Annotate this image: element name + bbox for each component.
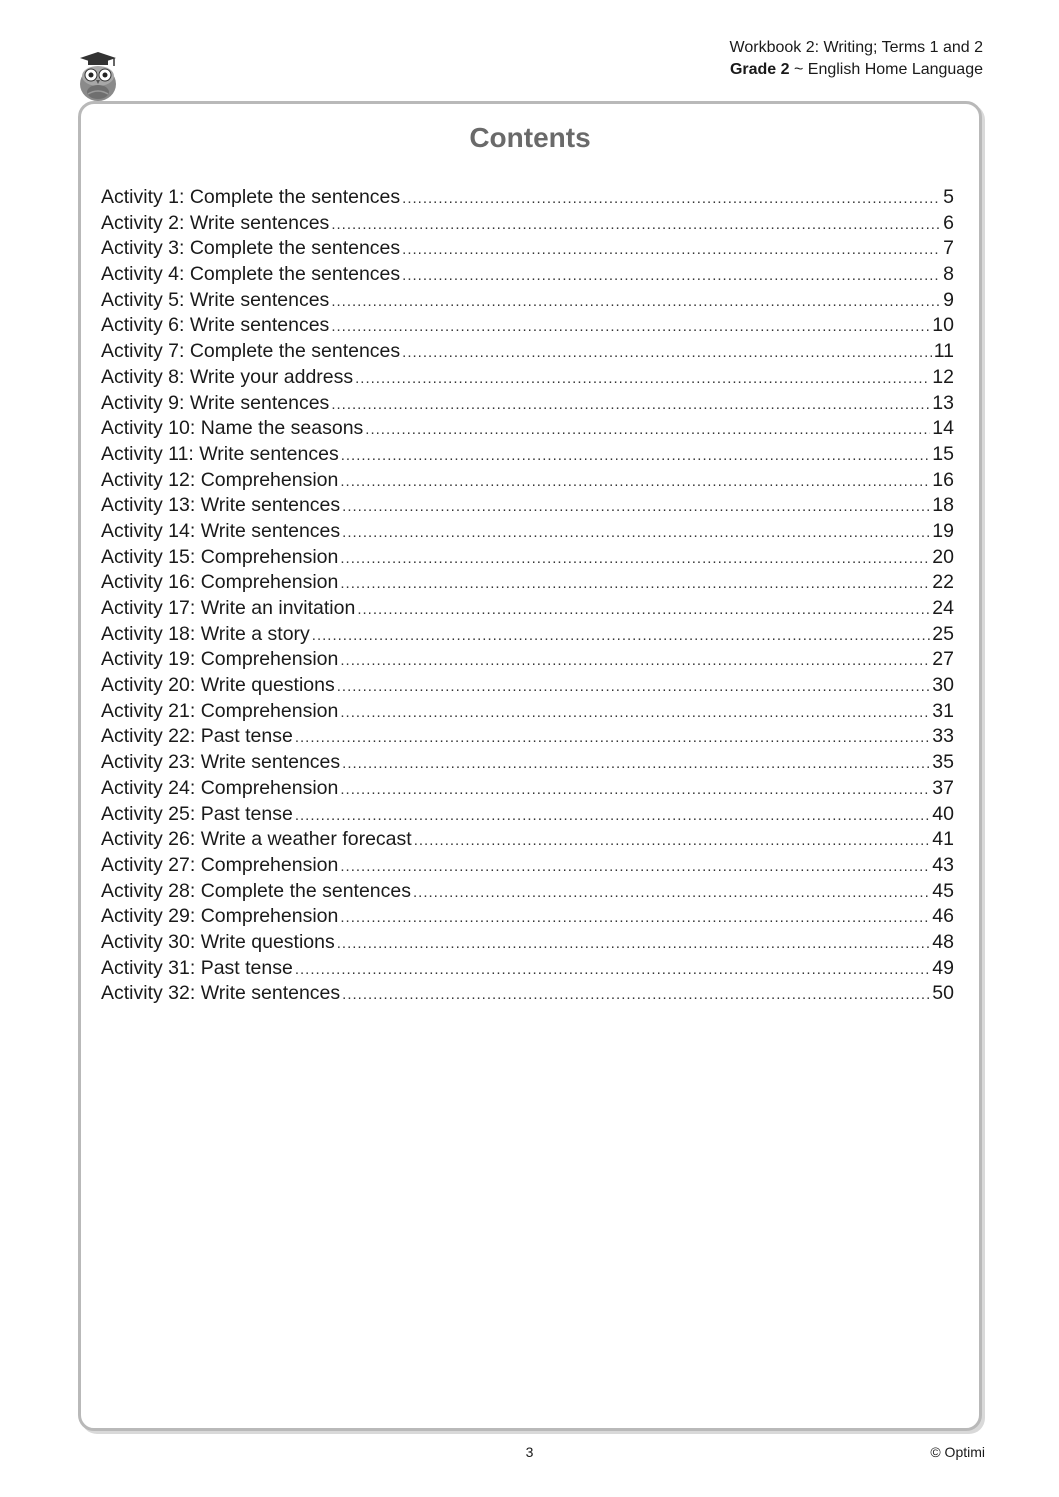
- toc-entry-page: 43: [932, 853, 954, 876]
- toc-leader-dots: [402, 190, 941, 207]
- toc-entry-label: Activity 2: Write sentences: [101, 211, 330, 234]
- toc-entry-page: 24: [932, 597, 954, 619]
- toc-leader-dots: [342, 498, 930, 515]
- toc-leader-dots: [414, 832, 931, 849]
- toc-entry-page: 35: [932, 751, 954, 774]
- toc-entry: [101, 289, 954, 315]
- toc-leader-dots: [357, 601, 930, 618]
- toc-leader-dots: [331, 318, 930, 335]
- toc-entry: [101, 263, 954, 289]
- toc-entry-label: Activity 30: Write questions: [101, 930, 335, 953]
- workbook-title: Workbook 2: Writing; Terms 1 and 2: [729, 39, 983, 56]
- toc-entry: [101, 905, 954, 931]
- toc-entry: [101, 571, 954, 597]
- toc-entry: [101, 623, 954, 649]
- toc-entry: [101, 186, 954, 212]
- toc-entry-label: Activity 15: Comprehension: [101, 545, 339, 568]
- toc-entry-page: 11: [933, 340, 954, 363]
- toc-leader-dots: [342, 986, 930, 1003]
- toc-entry-page: 19: [932, 519, 954, 542]
- toc-entry-label: Activity 13: Write sentences: [101, 494, 341, 517]
- owl-graduate-icon: [74, 50, 122, 102]
- grade-label: Grade 2: [729, 61, 790, 78]
- toc-entry: [101, 854, 954, 880]
- toc-entry-label: Activity 32: Write sentences: [101, 982, 341, 1005]
- toc-entry-page: 18: [932, 494, 954, 517]
- toc-entry-label: Activity 26: Write a weather forecast: [101, 828, 412, 851]
- toc-entry-page: 40: [932, 802, 954, 825]
- toc-entry-page: 30: [932, 674, 954, 697]
- toc-entry-label: Activity 27: Comprehension: [101, 853, 339, 876]
- toc-entry-label: Activity 29: Comprehension: [101, 905, 339, 928]
- toc-leader-dots: [337, 935, 931, 952]
- toc-entry: [101, 777, 954, 803]
- toc-entry: [101, 751, 954, 777]
- toc-leader-dots: [340, 781, 930, 798]
- toc-entry-label: Activity 4: Complete the sentences: [101, 263, 401, 286]
- toc-leader-dots: [355, 370, 930, 387]
- toc-entry: [101, 648, 954, 674]
- toc-entry: [101, 237, 954, 263]
- toc-leader-dots: [331, 396, 930, 413]
- grade-line: [730, 59, 983, 81]
- toc-entry-page: 12: [932, 365, 954, 388]
- toc-leader-dots: [402, 344, 932, 361]
- page-title: Contents: [469, 122, 591, 153]
- toc-leader-dots: [402, 267, 941, 284]
- toc-entry: [101, 803, 954, 829]
- toc-entry: [101, 957, 954, 983]
- toc-entry: [101, 520, 954, 546]
- toc-entry-label: Activity 19: Comprehension: [101, 648, 339, 671]
- toc-leader-dots: [295, 807, 930, 824]
- toc-entry: [101, 982, 954, 1008]
- toc-entry-label: Activity 8: Write your address: [101, 365, 354, 388]
- toc-entry-page: 5: [943, 186, 954, 208]
- toc-leader-dots: [342, 524, 930, 541]
- toc-leader-dots: [340, 550, 930, 567]
- toc-entry: [101, 674, 954, 700]
- toc-entry-label: Activity 22: Past tense: [101, 725, 293, 748]
- toc-leader-dots: [337, 678, 931, 695]
- toc-entry-label: Activity 12: Comprehension: [101, 468, 339, 491]
- toc-entry-label: Activity 23: Write sentences: [101, 751, 341, 774]
- toc-entry-label: Activity 18: Write a story: [101, 622, 310, 645]
- toc-entry-page: 46: [932, 905, 954, 928]
- toc-leader-dots: [340, 575, 930, 592]
- toc-entry: [101, 212, 954, 238]
- toc-entry: [101, 417, 954, 443]
- toc-entry-label: Activity 7: Complete the sentences: [101, 340, 401, 363]
- toc-entry-page: 13: [932, 391, 954, 414]
- toc-entry-label: Activity 24: Comprehension: [101, 776, 339, 799]
- toc-entry-label: Activity 14: Write sentences: [101, 519, 341, 542]
- toc-leader-dots: [413, 884, 930, 901]
- toc-entry-page: 31: [932, 699, 954, 722]
- toc-leader-dots: [340, 909, 930, 926]
- toc-entry-label: Activity 17: Write an invitation: [101, 597, 356, 619]
- toc-entry-page: 9: [943, 288, 954, 311]
- toc-entry-page: 48: [932, 930, 954, 953]
- page-header: [730, 37, 983, 81]
- toc-leader-dots: [295, 729, 930, 746]
- toc-entry-page: 10: [932, 314, 954, 337]
- toc-entry: [101, 700, 954, 726]
- toc-entry: [101, 469, 954, 495]
- toc-entry-label: Activity 10: Name the seasons: [101, 417, 364, 440]
- toc-leader-dots: [340, 704, 930, 721]
- toc-entry-label: Activity 31: Past tense: [101, 956, 293, 979]
- toc-leader-dots: [340, 858, 930, 875]
- toc-entry-page: 15: [932, 442, 954, 465]
- toc-entry-page: 49: [932, 956, 954, 979]
- toc-entry-label: Activity 16: Comprehension: [101, 571, 339, 594]
- toc-entry: [101, 340, 954, 366]
- toc-entry: [101, 546, 954, 572]
- page-number: 3: [525, 1444, 534, 1460]
- toc-leader-dots: [312, 627, 931, 644]
- toc-entry-page: 50: [932, 982, 954, 1005]
- toc-entry-page: 7: [943, 237, 954, 260]
- toc-entry-label: Activity 6: Write sentences: [101, 314, 330, 337]
- table-of-contents: [101, 186, 954, 1008]
- toc-entry-label: Activity 21: Comprehension: [101, 699, 339, 722]
- toc-entry-page: 20: [932, 545, 954, 568]
- toc-entry-label: Activity 28: Complete the sentences: [101, 879, 411, 902]
- toc-entry-label: Activity 20: Write questions: [101, 674, 335, 697]
- toc-leader-dots: [342, 755, 930, 772]
- toc-entry-page: 33: [932, 725, 954, 748]
- toc-entry: [101, 392, 954, 418]
- toc-entry-label: Activity 1: Complete the sentences: [101, 186, 401, 208]
- toc-entry: [101, 314, 954, 340]
- toc-entry: [101, 828, 954, 854]
- toc-entry-label: Activity 9: Write sentences: [101, 391, 330, 414]
- toc-entry-page: 16: [932, 468, 954, 491]
- toc-entry-page: 6: [943, 211, 954, 234]
- copyright: © Optimi: [930, 1444, 985, 1460]
- toc-leader-dots: [340, 473, 930, 490]
- toc-entry-page: 8: [943, 263, 954, 286]
- grade-subject: ~ English Home Language: [789, 61, 983, 78]
- toc-entry-label: Activity 11: Write sentences: [101, 442, 339, 465]
- toc-leader-dots: [295, 961, 930, 978]
- contents-panel: [78, 101, 982, 1431]
- toc-leader-dots: [331, 216, 941, 233]
- toc-entry-page: 22: [932, 571, 954, 594]
- toc-entry-page: 45: [932, 879, 954, 902]
- toc-entry-page: 37: [932, 776, 954, 799]
- toc-leader-dots: [340, 652, 930, 669]
- toc-entry: [101, 880, 954, 906]
- toc-entry-label: Activity 25: Past tense: [101, 802, 293, 825]
- toc-leader-dots: [341, 447, 931, 464]
- toc-leader-dots: [331, 293, 941, 310]
- toc-entry: [101, 931, 954, 957]
- toc-entry: [101, 725, 954, 751]
- toc-entry: [101, 494, 954, 520]
- toc-entry: [101, 597, 954, 623]
- toc-entry-page: 41: [932, 828, 954, 851]
- toc-entry: [101, 443, 954, 469]
- toc-leader-dots: [402, 241, 941, 258]
- toc-entry-page: 25: [932, 622, 954, 645]
- toc-leader-dots: [365, 421, 930, 438]
- toc-entry-label: Activity 3: Complete the sentences: [101, 237, 401, 260]
- toc-entry-page: 14: [932, 417, 954, 440]
- toc-entry: [101, 366, 954, 392]
- toc-entry-page: 27: [932, 648, 954, 671]
- toc-entry-label: Activity 5: Write sentences: [101, 288, 330, 311]
